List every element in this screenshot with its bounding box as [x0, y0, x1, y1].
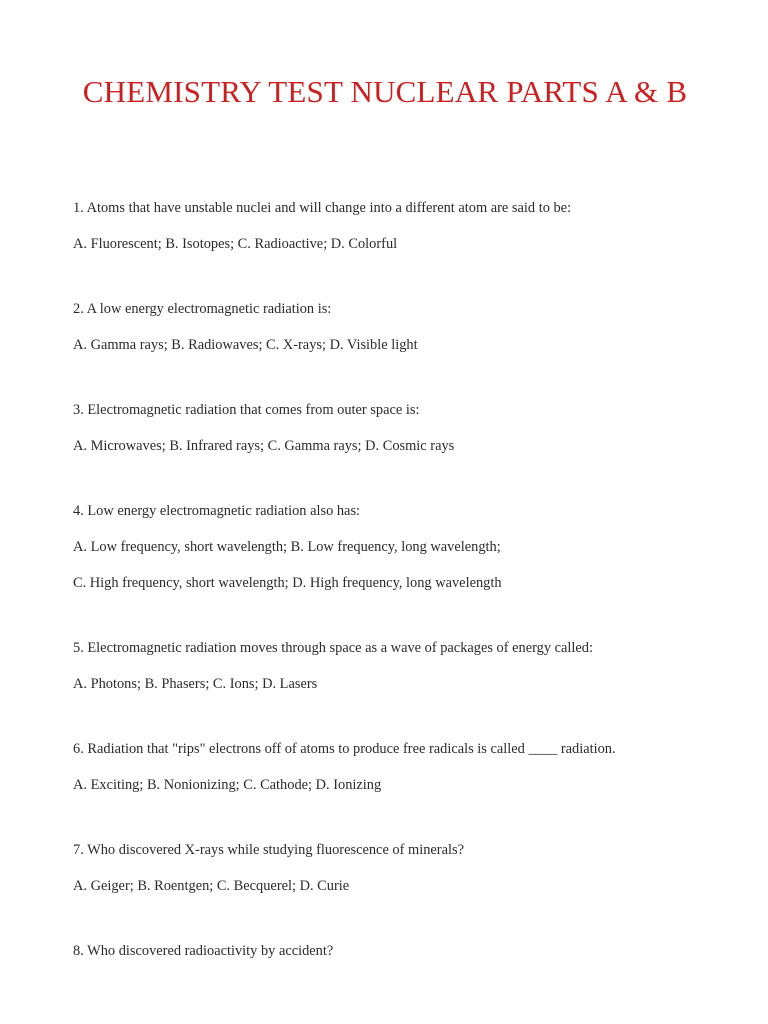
- question-text: 3. Electromagnetic radiation that comes from outer space is:: [73, 402, 420, 418]
- question-text: 4. Low energy electromagnetic radiation also has:: [73, 503, 361, 519]
- question-item: [73, 942, 733, 960]
- answer-options: A. Geiger; B. Roentgen; C. Becquerel; D. Curie: [73, 878, 350, 894]
- question-item: [73, 300, 733, 354]
- document-title: CHEMISTRY TEST NUCLEAR PARTS A & B: [82, 74, 688, 109]
- question-item: [73, 401, 733, 455]
- question-item: [73, 639, 733, 693]
- answer-options: A. Gamma rays; B. Radiowaves; C. X-rays; D. Visible light: [73, 337, 418, 353]
- answer-options: A. Low frequency, short wavelength; B. Low frequency, long wavelength;: [73, 539, 501, 555]
- question-item: [73, 841, 733, 895]
- question-text: 1. Atoms that have unstable nuclei and will change into a different atom are said to be:: [73, 200, 572, 216]
- question-list: [73, 199, 733, 1007]
- question-item: [73, 199, 733, 253]
- answer-options: A. Microwaves; B. Infrared rays; C. Gamma rays; D. Cosmic rays: [73, 438, 455, 454]
- answer-options: A. Exciting; B. Nonionizing; C. Cathode; D. Ionizing: [73, 777, 382, 793]
- question-text: 7. Who discovered X-rays while studying fluorescence of minerals?: [73, 842, 464, 858]
- question-item: [73, 740, 733, 794]
- question-text: 2. A low energy electromagnetic radiation is:: [73, 301, 332, 317]
- question-text: 6. Radiation that "rips" electrons off of atoms to produce free radicals is called ____ radiation.: [73, 741, 616, 757]
- question-item: [73, 502, 733, 592]
- answer-options: A. Fluorescent; B. Isotopes; C. Radioactive; D. Colorful: [73, 236, 398, 252]
- question-text: 5. Electromagnetic radiation moves through space as a wave of packages of energy called:: [73, 640, 593, 656]
- answer-options: C. High frequency, short wavelength; D. High frequency, long wavelength: [73, 575, 502, 591]
- question-text: 8. Who discovered radioactivity by accident?: [73, 943, 334, 959]
- answer-options: A. Photons; B. Phasers; C. Ions; D. Lasers: [73, 676, 318, 692]
